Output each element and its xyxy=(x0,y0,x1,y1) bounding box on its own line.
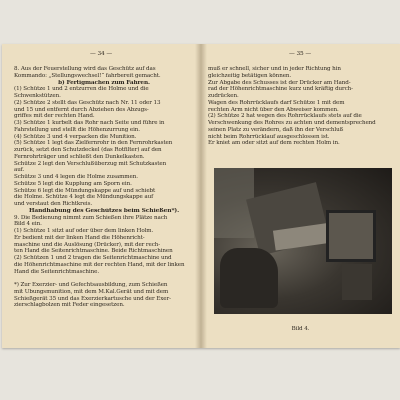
text-line: (1) Schütze 1 sitzt auf oder über dem linken Holm. xyxy=(14,228,154,234)
text-line xyxy=(14,275,194,282)
left-page xyxy=(2,44,201,348)
text-line: seinen Platz zu verändern, daß ihn der Verschluß xyxy=(208,126,344,133)
text-line: ten Hand die Seitenrichtmaschine. Beide Richtmaschinen xyxy=(14,248,173,255)
sub-heading: Handhabung des Geschützes beim Schießen*). xyxy=(28,207,180,214)
left-page-text xyxy=(14,66,194,309)
right-page-text xyxy=(208,66,391,147)
book-gutter xyxy=(195,44,207,348)
text-line: Er kniet am oder sitzt auf dem rechten Holm in. xyxy=(208,140,340,147)
right-page xyxy=(201,44,400,348)
text-line: Schütze 6 legt die Mündungskappe auf und schiebt xyxy=(14,187,156,194)
right-page-number: — 35 — xyxy=(289,51,312,57)
text-line: und 15 und entfernt durch Abziehen des Abzugs- xyxy=(14,106,149,113)
text-line: auf. xyxy=(14,167,25,174)
text-line: Schütze 3 und 4 legen die Holme zusammen. xyxy=(14,174,138,180)
text-line: Kommando: „Stellungswechsel!“ fahrbereit gemacht. xyxy=(14,72,161,79)
text-line: Fernrohrträger und schließt den Dunkelkasten. xyxy=(14,153,145,160)
text-line: (1) Schütze 1 und 2 entzurren die Holme und die xyxy=(14,86,149,93)
text-line: Fahrstellung und stellt die Höhenzurrung ein. xyxy=(14,126,140,133)
text-line: Wagen des Rohrrücklaufs darf Schütze 1 mit dem xyxy=(208,99,345,106)
text-line: Schütze 5 legt die Kupplung am Sporn ein. xyxy=(14,180,132,187)
photo-gun-mount xyxy=(326,210,376,262)
text-line: (2) Schützen 1 und 2 tragen die Seitenrichtmaschine und xyxy=(14,255,172,261)
text-line: Er bedient mit der linken Hand die Höhenricht- xyxy=(14,234,145,241)
text-line: Zur Abgabe des Schusses ist der Drücker am Hand- xyxy=(208,79,351,86)
text-line: Hand die Seitenrichtmaschine. xyxy=(14,268,99,275)
section-heading: b) Fertigmachen zum Fahren. xyxy=(58,79,150,86)
left-page-number: — 34 — xyxy=(90,51,113,57)
text-line: *) Zur Exerzier- und Gefechtsausbildung, zum Schießen xyxy=(14,282,168,288)
text-line: zierschlagbolzen mit Feder eingesetzen. xyxy=(14,302,125,309)
text-line: die Höhenrichtmaschine mit der rechten Hand, mit der linken xyxy=(14,261,185,268)
text-line: mit Übungsmunition, mit dem M.Kal.Gerät und mit dem xyxy=(14,288,169,295)
text-line: Schütze 2 legt den Verschlußüberzug mit Schutzkasten xyxy=(14,160,167,167)
left-bottom-body xyxy=(14,215,194,310)
text-line: (2) Schütze 2 hat wegen des Rohrrücklaufs stets auf die xyxy=(208,113,362,120)
text-line: (4) Schütze 3 und 4 verpacken die Munition. xyxy=(14,133,137,140)
text-line: nicht beim Rohrrücklauf ausgeschlossen ist. xyxy=(208,133,330,140)
text-line: griffes mit der rechten Hand. xyxy=(14,113,95,120)
text-line: zudrücken. xyxy=(208,93,239,99)
text-line: Bild 4 ein. xyxy=(14,221,42,228)
text-line: (3) Schütze 1 kurbelt das Rohr nach Seite und führe in xyxy=(14,120,165,126)
text-line: muß er schnell, sicher und in jeder Richtung hin xyxy=(208,66,341,72)
book-spread xyxy=(2,44,400,348)
photo-gun-base xyxy=(342,264,372,300)
text-line: rechten Arm nicht über den Abweiser kommen. xyxy=(208,106,339,113)
text-line: die Holme. Schütze 4 legt die Mündungskappe auf xyxy=(14,194,154,201)
text-line: (5) Schütze 1 legt das Zielfernrohr in den Fernrohrkasten xyxy=(14,140,173,147)
text-line: und verstaut den Richtkreis. xyxy=(14,201,93,207)
text-line: zurück, setzt den Schutzdeckel (das Rotfilter) auf den xyxy=(14,147,162,153)
text-line: Schießgerät 35 und das Exerzierkartusche und der Exer- xyxy=(14,295,171,302)
photo-caption: Bild 4. xyxy=(291,326,310,332)
text-line: Schwenkstützen. xyxy=(14,93,61,99)
text-line: maschine und die Auslösung (Drücker), mit der rech- xyxy=(14,241,161,248)
text-line: gleichzeitig betätigen können. xyxy=(208,72,292,79)
photo-operator xyxy=(220,248,278,308)
text-line: 9. Die Bedienung nimmt zum Schießen ihre Plätze nach xyxy=(14,214,168,221)
left-main-body xyxy=(14,86,194,208)
text-line: 8. Aus der Feuerstellung wird das Geschütz auf das xyxy=(14,66,156,72)
text-line: Verschwenkung des Rohres zu achten und dementsprechend xyxy=(208,120,376,126)
photograph xyxy=(214,168,392,314)
text-line: rad der Höhenrichtmaschine kurz und kräftig durch- xyxy=(208,86,353,93)
text-line: (2) Schütze 2 stellt das Geschütz nach Nr. 11 oder 13 xyxy=(14,99,161,106)
